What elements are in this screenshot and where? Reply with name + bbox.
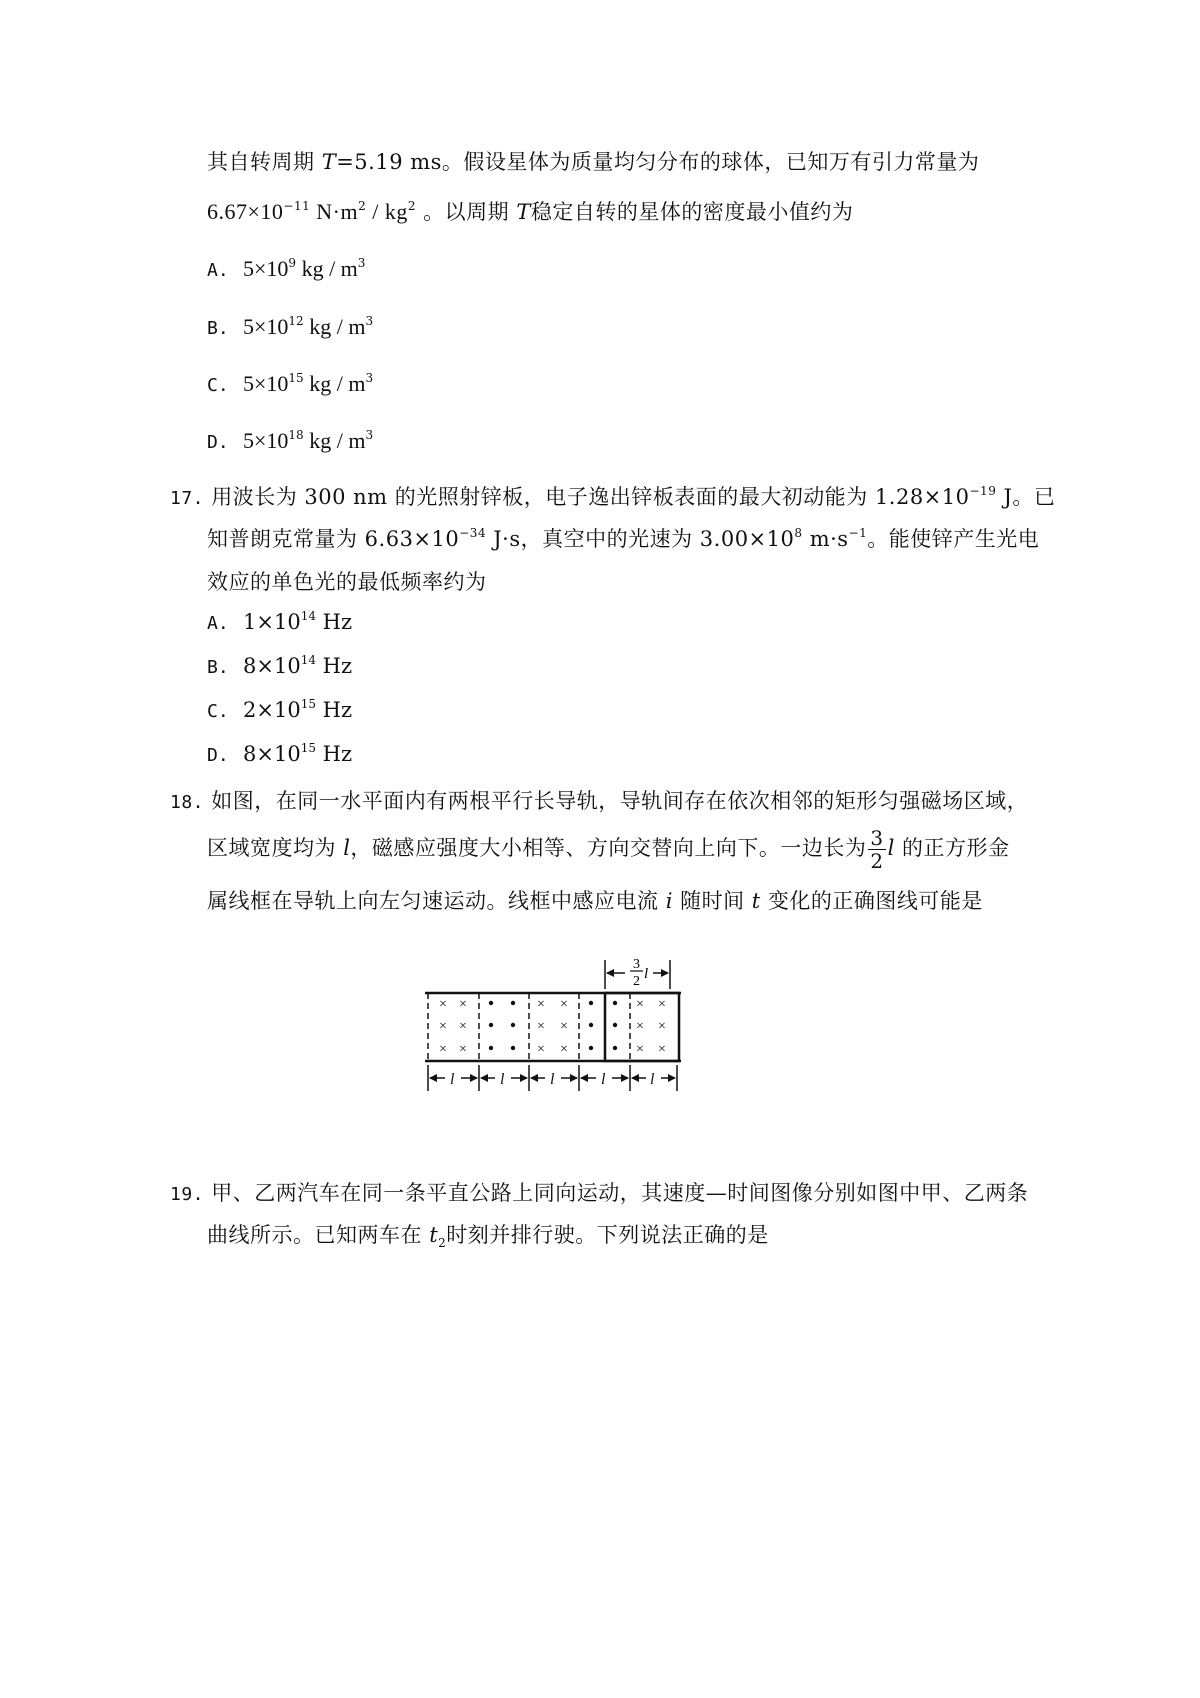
field-crosses-region-1 [439, 997, 467, 1057]
frame-width-label-var: l [644, 966, 649, 982]
question-number: 17. [170, 488, 205, 509]
q18-line-2: 区域宽度均为 l，磁感应强度大小相等、方向交替向上向下。一边长为 $\frac{3}{2}$ l 的正方形金 [207, 826, 1010, 873]
svg-text:×: × [636, 1019, 644, 1034]
magnetic-field-figure [425, 955, 685, 1100]
svg-text:×: × [560, 1019, 568, 1034]
svg-text:×: × [658, 1042, 666, 1057]
svg-text:×: × [658, 1019, 666, 1034]
q17-line-3: 效应的单色光的最低频率约为 [207, 570, 487, 594]
q19-line-2: 曲线所示。已知两车在 $t_2$时刻并排行驶。下列说法正确的是 [207, 1223, 769, 1251]
field-dots-region-4 [589, 1001, 617, 1050]
q18-line-1: 18. 如图，在同一水平面内有两根平行长导轨，导轨间存在依次相邻的矩形匀强磁场区域， [170, 789, 1029, 813]
q17-line-2: 知普朗克常量为 $6.63\times 10^{-34}$ J·s，真空中的光速为 $3.00\times 10^8$ $m\cdot s^{-1}$。能使锌产生光电 [207, 526, 1040, 551]
svg-text:×: × [459, 997, 467, 1012]
field-crosses-region-3 [537, 997, 568, 1057]
frame-width-label-num: 3 [633, 957, 640, 972]
svg-text:×: × [439, 997, 447, 1012]
svg-text:l: l [650, 1071, 655, 1088]
q16-option-b: B. $5\times 10^{12}$ kg / $m^3$ [207, 314, 374, 339]
svg-text:l: l [500, 1071, 505, 1088]
field-dots-region-2 [489, 1001, 515, 1050]
question-number: 18. [170, 792, 205, 813]
svg-text:l: l [601, 1071, 606, 1088]
field-crosses-region-5 [636, 997, 666, 1057]
svg-text:×: × [560, 1042, 568, 1057]
fraction-three-halves: $\frac{3}{2}$ [870, 826, 884, 873]
svg-text:×: × [459, 1042, 467, 1057]
svg-text:l: l [550, 1071, 555, 1088]
q17-line-1: 17. 用波长为 300 nm 的光照射锌板，电子逸出锌板表面的最大初动能为 $1.28\times 10^{-19}$ J。已 [170, 484, 1056, 509]
svg-text:×: × [658, 997, 666, 1012]
frame-width-label-den: 2 [633, 974, 640, 989]
q16-line-2: $6.67\times 10^{-11}$ $N\cdot m^2 / kg^2$ 。以周期 T稳定自转的星体的密度最小值约为 [207, 199, 854, 224]
svg-text:×: × [636, 997, 644, 1012]
q16-option-a: A. $5\times 10^9$ kg / $m^3$ [207, 256, 366, 281]
svg-text:×: × [636, 1042, 644, 1057]
q17-option-d: D. $8\times 10^{15}$ Hz [207, 741, 353, 766]
question-number: 19. [170, 1184, 205, 1205]
q17-option-b: B. $8\times 10^{14}$ Hz [207, 653, 353, 678]
svg-text:×: × [459, 1019, 467, 1034]
q16-option-c: C. $5\times 10^{15}$ kg / $m^3$ [207, 371, 374, 396]
svg-text:×: × [560, 997, 568, 1012]
q17-option-a: A. $1\times 10^{14}$ Hz [207, 609, 353, 634]
svg-text:×: × [439, 1019, 447, 1034]
q17-option-c: C. $2\times 10^{15}$ Hz [207, 697, 353, 722]
svg-text:×: × [537, 997, 545, 1012]
svg-text:×: × [537, 1019, 545, 1034]
svg-text:×: × [537, 1042, 545, 1057]
q16-line-1: 其自转周期 T=5.19 ms。假设星体为质量均匀分布的球体，已知万有引力常量为 [207, 150, 980, 174]
svg-text:×: × [439, 1042, 447, 1057]
q19-line-1: 19. 甲、乙两汽车在同一条平直公路上同向运动，其速度—时间图像分别如图中甲、乙两条 [170, 1181, 1029, 1205]
svg-text:l: l [450, 1071, 455, 1088]
q16-option-d: D. $5\times 10^{18}$ kg / $m^3$ [207, 428, 374, 453]
q18-line-3: 属线框在导轨上向左匀速运动。线框中感应电流 i 随时间 t 变化的正确图线可能是 [207, 889, 983, 913]
